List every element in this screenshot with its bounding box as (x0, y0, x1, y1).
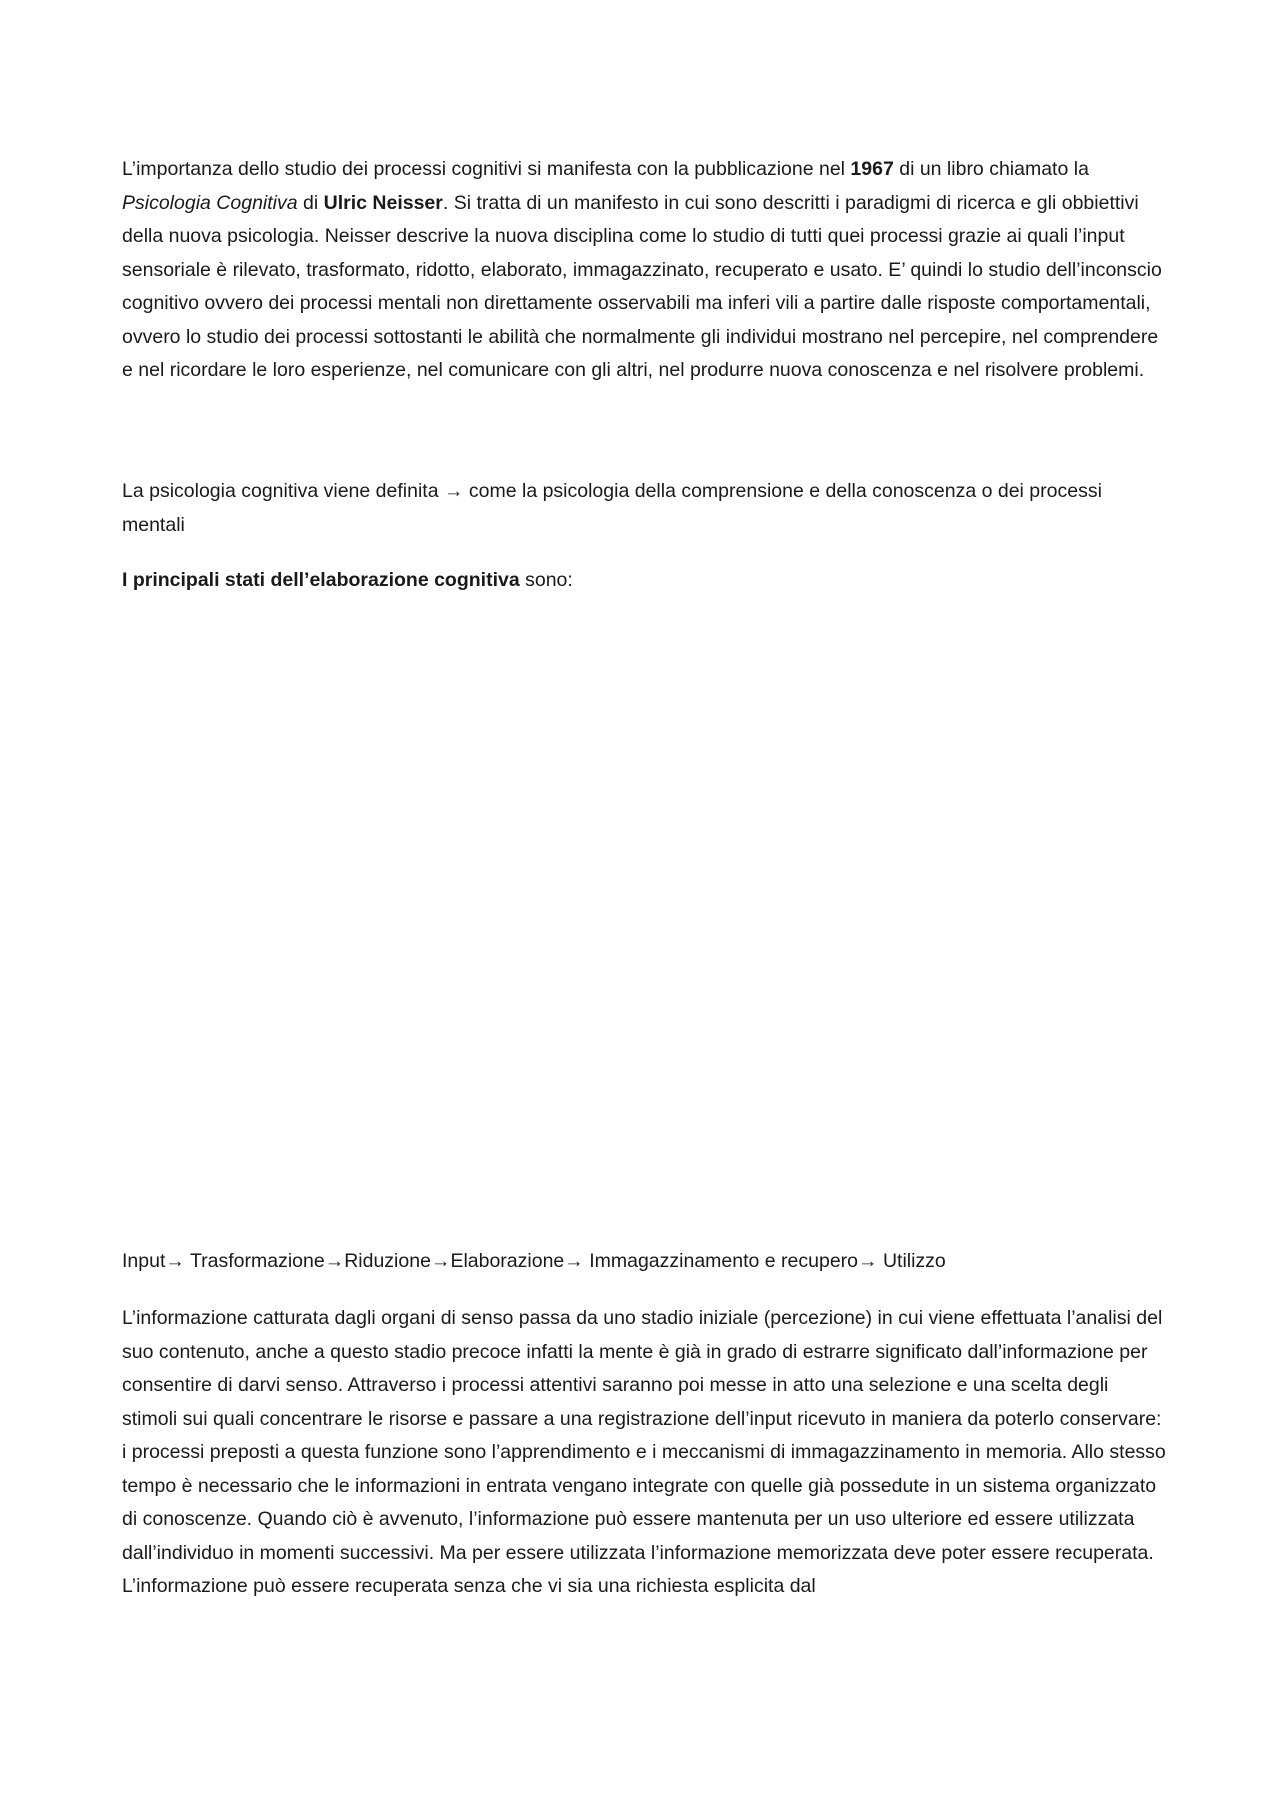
arrow-right-icon: → (443, 480, 464, 502)
year-1967: 1967 (850, 158, 894, 180)
intro-text-2: di un libro chiamato la (893, 158, 1089, 180)
definition-text-2: come la psicologia della comprensione e della conoscenza o dei processi mentali (122, 480, 1102, 536)
stages-heading (122, 564, 1168, 598)
stages-heading-rest: sono: (519, 569, 573, 591)
flow-step-input: Input (122, 1250, 166, 1272)
definition-paragraph (122, 475, 1168, 542)
book-title: Psicologia Cognitiva (122, 191, 298, 214)
arrow-right-icon: → (858, 1250, 878, 1272)
definition-text-1: La psicologia cognitiva viene definita (122, 480, 444, 502)
arrow-right-icon: → (165, 1250, 185, 1272)
author-name: Ulric Neisser (323, 191, 443, 214)
flow-step-riduzione: Riduzione (344, 1250, 431, 1272)
arrow-right-icon: → (324, 1250, 345, 1272)
information-paragraph: L’informazione catturata dagli organi di senso passa da uno stadio iniziale (percezione) in cui viene effettuata l’analisi del suo contenuto, anche a questo stadio precoce infatti la mente è già in grado di estrarre significato dall’informazione per consentire di darvi senso. Attraverso i processi attentivi saranno poi messe in atto una selezione e una scelta degli stimoli sui quali concentrare le risorse e passare a una registrazione dell’input ricevuto in maniera da poterlo conservare: i processi preposti a questa funzione sono l’apprendimento e i meccanismi di immagazzinamento in memoria. Allo stesso tempo è necessario che le informazioni in entrata vengano integrate con quelle già possedute in un sistema organizzato di conoscenze. Quando ciò è avvenuto, l’informazione può essere mantenuta per un uso ulteriore ed essere utilizzata dall’individuo in momenti successivi. Ma per essere utilizzata l’informazione memorizzata deve poter essere recuperata. L’informazione può essere recuperata senza che vi sia una richiesta esplicita dal (122, 1307, 1166, 1597)
flow-step-trasformazione: Trasformazione (189, 1250, 325, 1272)
arrow-right-icon: → (564, 1250, 584, 1272)
intro-text-1: L’importanza dello studio dei processi cognitivi si manifesta con la pubblicazione nel (122, 158, 851, 180)
flow-step-elaborazione: Elaborazione (450, 1250, 565, 1272)
flow-step-immagazzinamento: Immagazzinamento e recupero (589, 1250, 859, 1272)
process-flow (122, 1245, 1168, 1279)
arrow-right-icon: → (430, 1250, 451, 1272)
intro-text-3: di (297, 191, 324, 214)
stages-heading-bold: I principali stati dell’elaborazione cognitiva (122, 569, 520, 591)
intro-text-4: . Si tratta di un manifesto in cui sono descritti i paradigmi di ricerca e gli obbiettivi della nuova psicologia. Neisser descrive la nuova disciplina come lo studio di tutti quei processi grazie ai quali l’input sensoriale è rilevato, trasformato, ridotto, elaborato, immagazzinato, recuperato e usato. E’ quindi lo studio dell’inconscio cognitivo ovvero dei processi mentali non direttamente osservabili ma inferi vili a partire dalle risposte comportamentali, ovvero lo studio dei processi sottostanti le abilità che normalmente gli individui mostrano nel percepire, nel comprendere e nel ricordare le loro esperienze, nel comunicare con gli altri, nel produrre nuova conoscenza e nel risolvere problemi. (122, 191, 1162, 381)
flow-step-utilizzo: Utilizzo (882, 1250, 946, 1272)
intro-paragraph (122, 153, 1168, 388)
